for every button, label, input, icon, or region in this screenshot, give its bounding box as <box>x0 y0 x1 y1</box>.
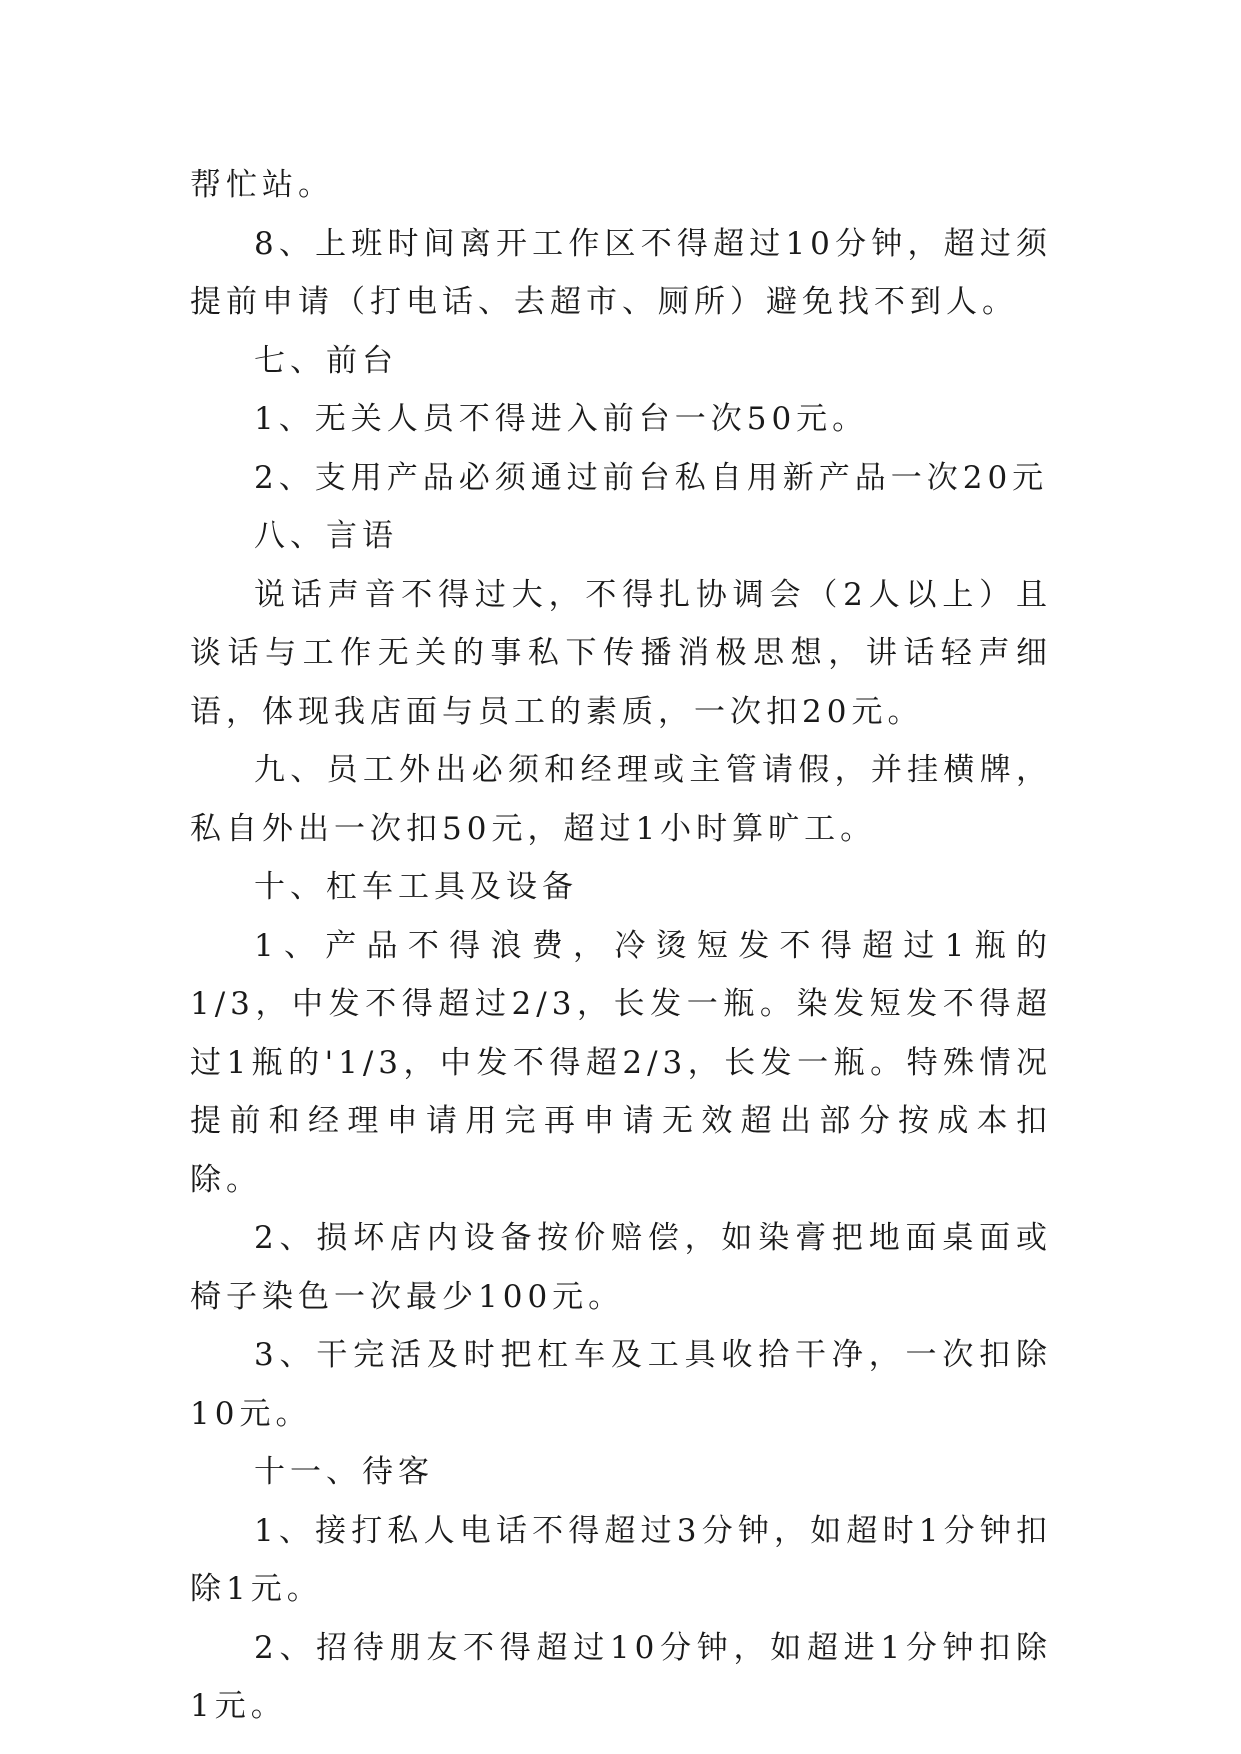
section-staff-leave: 九、员工外出必须和经理或主管请假，并挂横牌，私自外出一次扣50元，超过1小时算旷工。 <box>190 752 1052 847</box>
section-heading-cart-tools: 十、杠车工具及设备 <box>254 869 578 905</box>
paragraph-continuation: 帮忙站。 <box>190 167 334 203</box>
paragraph-cart-tools-3: 3、干完活及时把杠车及工具收拾干净，一次扣除10元。 <box>190 1337 1052 1432</box>
paragraph-cart-tools-1: 1、产品不得浪费，冷烫短发不得超过1瓶的1/3，中发不得超过2/3，长发一瓶。染发短发不得超过1瓶的'1/3，中发不得超2/3，长发一瓶。特殊情况提前和经理申请用完再申请无效超出部分按成本扣除。 <box>190 927 1052 1198</box>
paragraph-hospitality-2: 2、招待朋友不得超过10分钟，如超进1分钟扣除1元。 <box>190 1629 1052 1724</box>
paragraph-speech: 说话声音不得过大，不得扎协调会（2人以上）且谈话与工作无关的事私下传播消极思想，讲话轻声细语，体现我店面与员工的素质，一次扣20元。 <box>190 576 1052 730</box>
section-heading-front-desk: 七、前台 <box>254 342 398 379</box>
paragraph-rule-8: 8、上班时间离开工作区不得超过10分钟，超过须提前申请（打电话、去超市、厕所）避免找不到人。 <box>190 225 1052 320</box>
paragraph-front-desk-1: 1、无关人员不得进入前台一次50元。 <box>254 401 869 437</box>
paragraph-front-desk-2: 2、支用产品必须通过前台私自用新产品一次20元 <box>254 459 1049 496</box>
paragraph-cart-tools-2: 2、损坏店内设备按价赔偿，如染膏把地面桌面或椅子染色一次最少100元。 <box>190 1220 1052 1315</box>
section-heading-hospitality: 十一、待客 <box>254 1454 434 1490</box>
paragraph-hospitality-1: 1、接打私人电话不得超过3分钟，如超时1分钟扣除1元。 <box>190 1512 1052 1607</box>
document-body <box>190 156 1052 1736</box>
section-heading-speech: 八、言语 <box>254 518 398 554</box>
